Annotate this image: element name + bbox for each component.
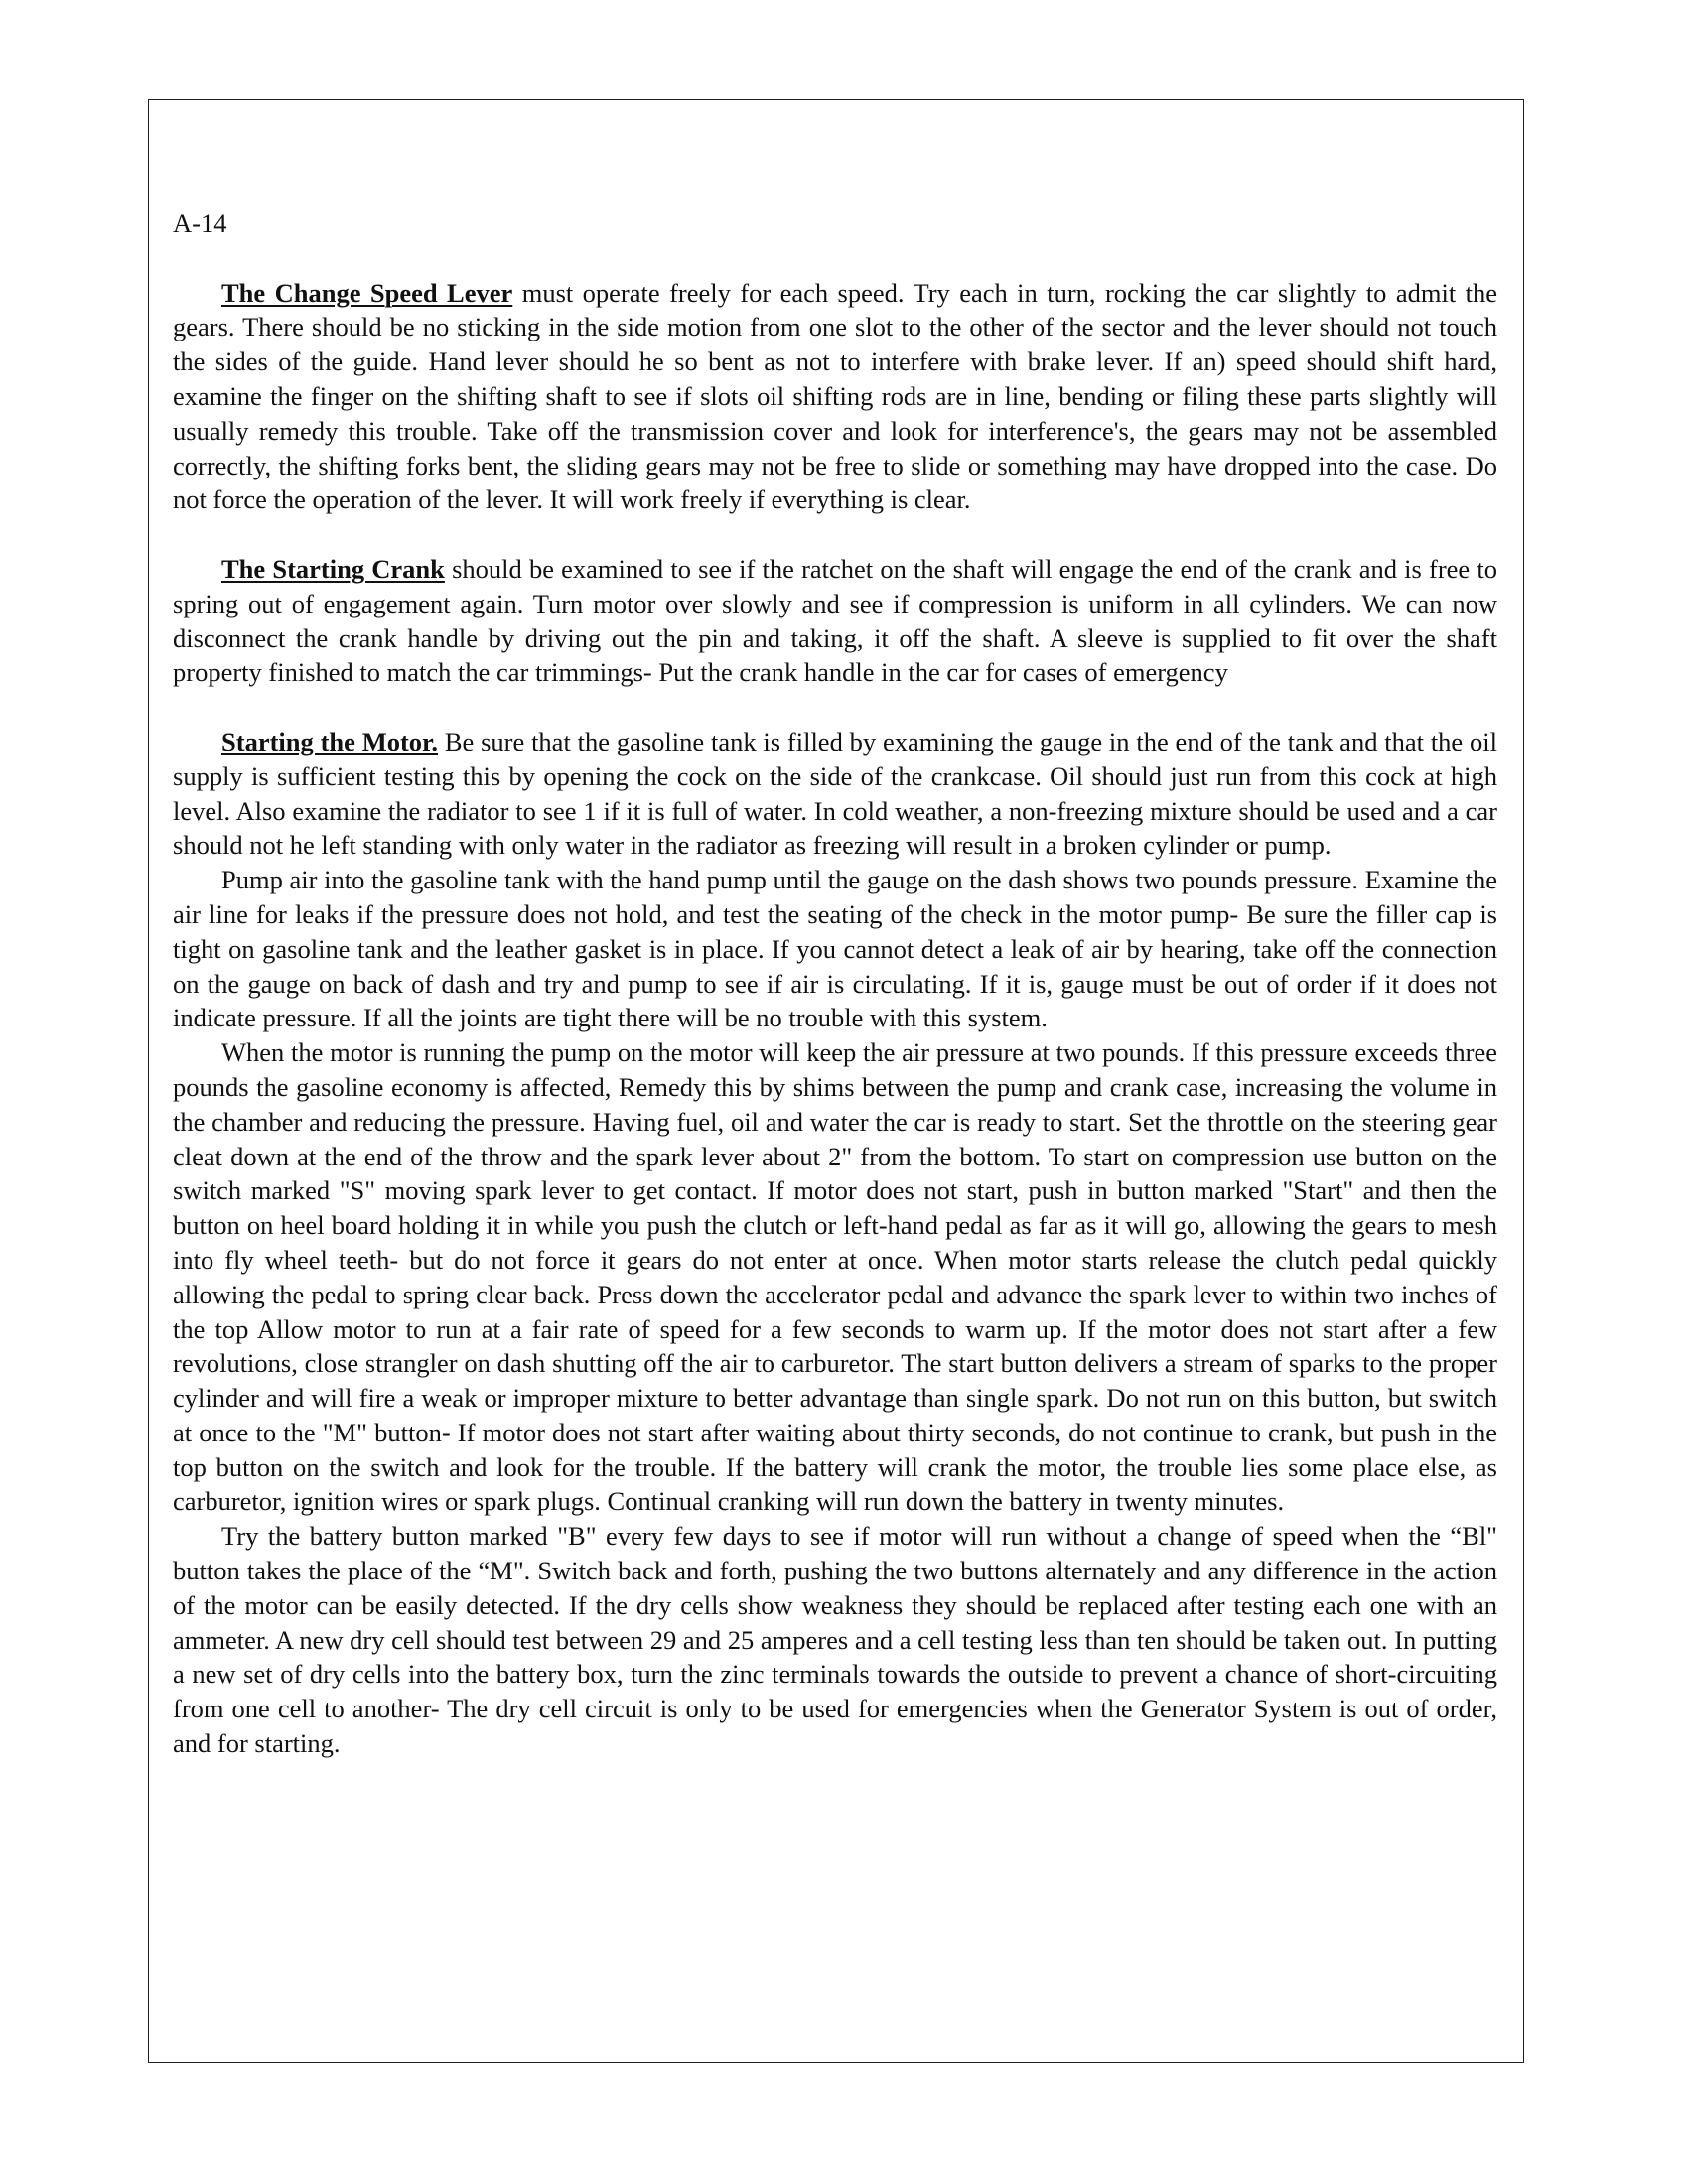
paragraph-battery-button: Try the battery button marked "B" every few days to see if motor will run without a change of speed when the “Bl" button takes the place of the “M". Switch back and forth, pushing the two buttons alternately and any difference in the action of the motor can be easily detected. If the dry cells show weakness they should be replaced after testing each one with an ammeter. A new dry cell should test between 29 and 25 amperes and a cell testing less than ten should be taken out. In putting a new set of dry cells into the battery box, turn the zinc terminals towards the outside to prevent a chance of short-circuiting from one cell to another- The dry cell circuit is only to be used for emergencies when the Generator System is out of order, and for starting.: [173, 1521, 1497, 1759]
document-body: [173, 206, 1497, 1761]
paragraph-starting-motor: [173, 725, 1497, 863]
paragraph-change-speed-lever: [173, 276, 1497, 518]
paragraph-text: should be examined to see if the ratchet on the shaft will engage the end of the crank and is free to spring out of engagement again. Turn motor over slowly and see if compression is uniform in all cylinders. We can now disconnect the crank handle by driving out the pin and taking, it off the shaft. A sleeve is supplied to fit over the shaft property finished to match the car trimmings- Put the crank handle in the car for cases of emergency: [173, 553, 1497, 688]
paragraph-pump-air: Pump air into the gasoline tank with the hand pump until the gauge on the dash shows two pounds pressure. Examine the air line for leaks if the pressure does not hold, and test the seating of the check in the motor pump- Be sure the filler cap is tight on gasoline tank and the leather gasket is in place. If you cannot detect a leak of air by hearing, take off the connection on the gauge on back of dash and try and pump to see if air is circulating. If it is, gauge must be out of order if it does not indicate pressure. If all the joints are tight there will be no trouble with this system.: [173, 865, 1497, 1033]
paragraph-motor-running: When the motor is running the pump on the motor will keep the air pressure at two pounds. If this pressure exceeds three pounds the gasoline economy is affected, Remedy this by shims between the pump and crank case, increasing the volume in the chamber and reducing the pressure. Having fuel, oil and water the car is ready to start. Set the throttle on the steering gear cleat down at the end of the throw and the spark lever about 2" from the bottom. To start on compression use button on the switch marked "S" moving spark lever to get contact. If motor does not start, push in button marked "Start" and then the button on heel board holding it in while you push the clutch or left-hand pedal as far as it will go, allowing the gears to mesh into fly wheel teeth- but do not force it gears do not enter at once. When motor starts release the clutch pedal quickly allowing the pedal to spring clear back. Press down the accelerator pedal and advance the spark lever to within two inches of the top Allow motor to run at a fair rate of speed for a few seconds to warm up. If the motor does not start after a few revolutions, close strangler on dash shutting off the air to carburetor. The start button delivers a stream of sparks to the proper cylinder and will fire a weak or improper mixture to better advantage than single spark. Do not run on this button, but switch at once to the "M" button- If motor does not start after waiting about thirty seconds, do not continue to crank, but push in the top button on the switch and look for the trouble. If the battery will crank the motor, the trouble lies some place else, as carburetor, ignition wires or spark plugs. Continual cranking will run down the battery in twenty minutes.: [173, 1037, 1497, 1517]
section-heading: The Change Speed Lever: [221, 277, 513, 308]
paragraph-text: Be sure that the gasoline tank is filled by examining the gauge in the end of the tank and that the oil supply is sufficient testing this by opening the cock on the side of the crankcase. Oil should just run from this cock at high level. Also examine the radiator to see 1 if it is full of water. In cold weather, a non-freezing mixture should be used and a car should not he left standing with only water in the radiator as freezing will result in a broken cylinder or pump.: [173, 726, 1497, 861]
paragraph-text: must operate freely for each speed. Try each in turn, rocking the car slightly to admit the gears. There should be no sticking in the side motion from one slot to the other of the sector and the lever should not touch the sides of the guide. Hand lever should he so bent as not to interfere with brake lever. If an) speed should shift hard, examine the finger on the shifting shaft to see if slots oil shifting rods are in line, bending or filing these parts slightly will usually remedy this trouble. Take off the transmission cover and look for interference's, the gears may not be assembled correctly, the shifting forks bent, the sliding gears may not be free to slide or something may have dropped into the case. Do not force the operation of the lever. It will work freely if everything is clear.: [173, 277, 1498, 515]
page-number: A-14: [173, 208, 227, 238]
section-heading: The Starting Crank: [221, 553, 445, 584]
paragraph-starting-crank: [173, 552, 1497, 690]
section-heading: Starting the Motor.: [221, 726, 439, 756]
